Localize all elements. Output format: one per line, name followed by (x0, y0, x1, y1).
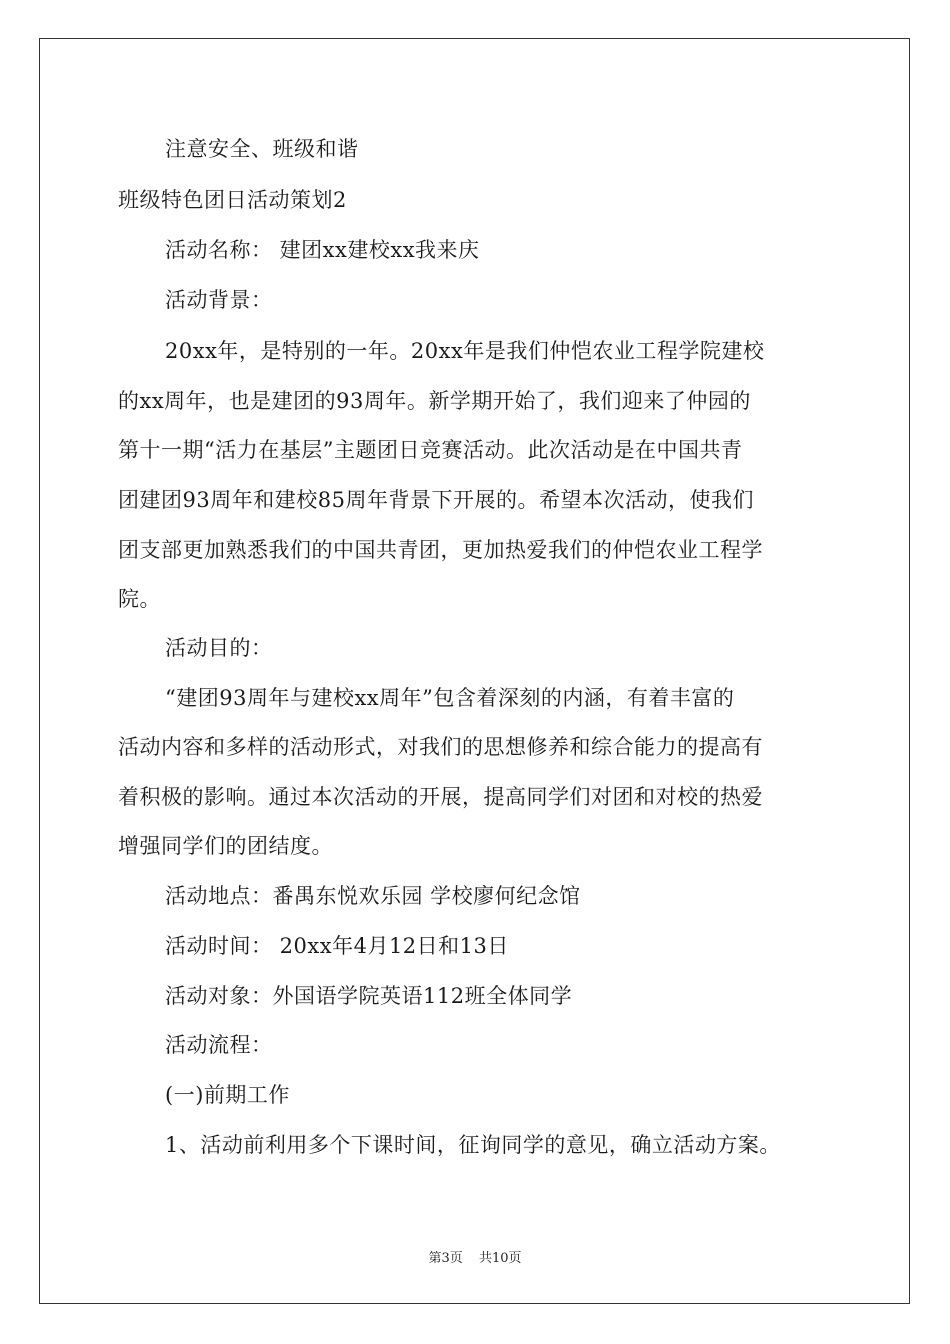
text-line: 增强同学们的团结度。 (118, 834, 333, 858)
text-line: 活动流程： (165, 1033, 273, 1057)
page-number: 第3页 (428, 1251, 463, 1266)
text-line: 的xx周年，也是建团的93周年。新学期开始了，我们迎来了仲园的 (118, 389, 751, 413)
text-line: 活动时间： 20xx年4月12日和13日 (165, 934, 509, 958)
page-footer (0, 1247, 950, 1266)
text-line: 活动名称： 建团xx建校xx我来庆 (165, 238, 480, 262)
text-line: “建团93周年与建校xx周年”包含着深刻的内涵，有着丰富的 (165, 686, 735, 710)
section-title: 班级特色团日活动策划2 (118, 188, 347, 212)
text-line: 活动地点：番禺东悦欢乐园 学校廖何纪念馆 (165, 884, 581, 908)
text-line: 活动背景： (165, 288, 273, 312)
text-line: 院。 (118, 587, 161, 611)
text-line: (一)前期工作 (165, 1083, 290, 1107)
text-line: 着积极的影响。通过本次活动的开展，提高同学们对团和对校的热爱 (118, 785, 763, 809)
text-line: 注意安全、班级和谐 (165, 137, 359, 161)
text-line: 团支部更加熟悉我们的中国共青团，更加热爱我们的仲恺农业工程学 (118, 538, 763, 562)
text-line: 活动对象：外国语学院英语112班全体同学 (165, 984, 573, 1008)
text-line: 20xx年，是特别的一年。20xx年是我们仲恺农业工程学院建校 (165, 339, 765, 363)
text-line: 活动目的： (165, 636, 273, 660)
text-line: 团建团93周年和建校85周年背景下开展的。希望本次活动，使我们 (118, 488, 754, 512)
text-line: 活动内容和多样的活动形式，对我们的思想修养和综合能力的提高有 (118, 735, 763, 759)
text-line: 第十一期“活力在基层”主题团日竞赛活动。此次活动是在中国共青 (118, 438, 743, 462)
text-line: 1、活动前利用多个下课时间，征询同学的意见，确立活动方案。 (165, 1133, 781, 1157)
page-total: 共10页 (478, 1251, 522, 1266)
page-border (39, 38, 910, 1304)
